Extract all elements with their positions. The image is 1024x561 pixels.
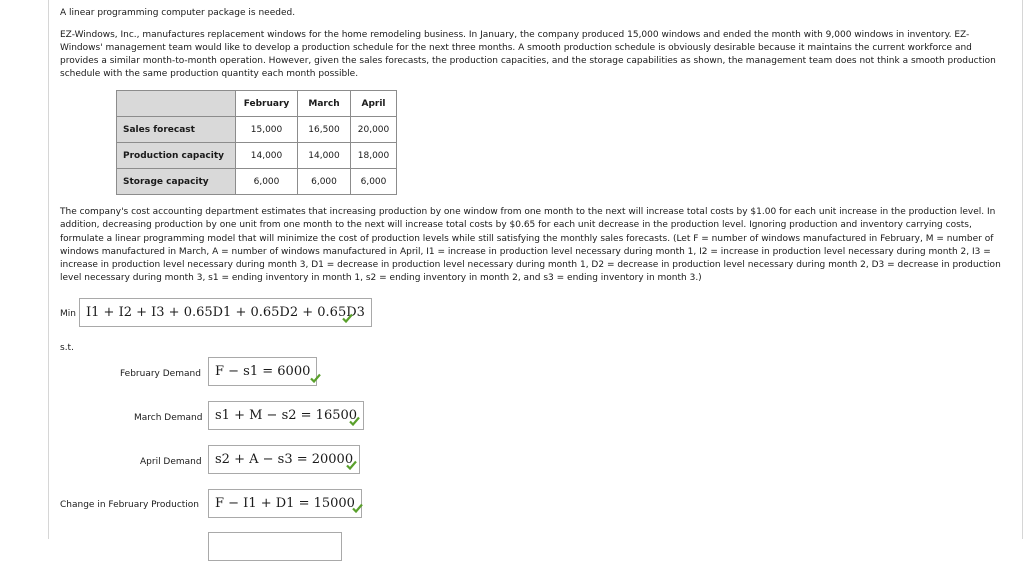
table-header-row: [117, 91, 397, 117]
checkmark-icon: [342, 313, 353, 323]
st-label: s.t.: [60, 343, 74, 353]
table-cell: 16,500: [298, 117, 351, 143]
checkmark-icon: [310, 373, 321, 383]
column-header: April: [351, 91, 397, 117]
column-header: March: [298, 91, 351, 117]
constraint-label-february: February Demand: [120, 369, 201, 379]
forecast-table: [116, 90, 397, 195]
table-corner: [117, 91, 236, 117]
row-label: Production capacity: [117, 143, 236, 169]
problem-text: EZ-Windows, Inc., manufactures replacement windows for the home remodeling business. In January, the company produced 15,000 windows and ended the month with 9,000 windows in inventory. EZ-Windows' management team would like to develop a production schedule for the next three months. A smooth production schedule is obviously desirable because it maintains the current workforce and provides a similar month-to-month operation. However, given the sales forecasts, the production capacities, and the storage capabilities as shown, the management team does not think a smooth production schedule with the same production quantity each month possible.: [60, 30, 996, 79]
table-cell: 20,000: [351, 117, 397, 143]
constraint-label-february-production: Change in February Production: [60, 500, 200, 510]
table-row: [117, 169, 397, 195]
table-cell: 14,000: [298, 143, 351, 169]
table-cell: 18,000: [351, 143, 397, 169]
constraint-label-march: March Demand: [134, 413, 203, 423]
table-cell: 6,000: [298, 169, 351, 195]
objective-label: Min: [60, 309, 76, 319]
checkmark-icon: [352, 503, 363, 513]
checkmark-icon: [349, 416, 360, 426]
table-cell: 6,000: [351, 169, 397, 195]
intro-text: A linear programming computer package is needed.: [60, 8, 296, 18]
column-header: February: [236, 91, 298, 117]
next-constraint-input[interactable]: [208, 532, 342, 561]
objective-input[interactable]: I1 + I2 + I3 + 0.65D1 + 0.65D2 + 0.65D3: [79, 298, 372, 327]
constraint-input-february-production[interactable]: F − I1 + D1 = 15000: [208, 489, 362, 518]
row-label: Storage capacity: [117, 169, 236, 195]
row-label: Sales forecast: [117, 117, 236, 143]
table-row: [117, 143, 397, 169]
table-cell: 6,000: [236, 169, 298, 195]
constraint-input-april[interactable]: s2 + A − s3 = 20000: [208, 445, 360, 474]
table-cell: 14,000: [236, 143, 298, 169]
table-cell: 15,000: [236, 117, 298, 143]
table-row: [117, 117, 397, 143]
constraint-input-february[interactable]: F − s1 = 6000: [208, 357, 317, 386]
constraint-label-april: April Demand: [140, 457, 202, 467]
constraint-input-march[interactable]: s1 + M − s2 = 16500: [208, 401, 364, 430]
cost-description: The company's cost accounting department estimates that increasing production by one window from one month to the next will increase total costs by $1.00 for each unit increase in the production level. In addition, decreasing production by one unit from one month to the next will increase total costs by $0.65 for each unit decrease in the production level. Ignoring production and inventory carrying costs, formulate a linear programming model that will minimize the cost of production levels while still satisfying the monthly sales forecasts. (Let F = number of windows manufactured in February, M = number of windows manufactured in March, A = number of windows manufactured in April, I1 = increase in production level necessary during month 1, I2 = increase in production level necessary during month 2, I3 = increase in production level necessary during month 3, D1 = decrease in production level necessary during month 1, D2 = decrease in production level necessary during month 2, D3 = decrease in production level necessary during month 3, s1 = ending inventory in month 1, s2 = ending inventory in month 2, and s3 = ending inventory in month 3.): [60, 207, 1001, 284]
checkmark-icon: [346, 460, 357, 470]
